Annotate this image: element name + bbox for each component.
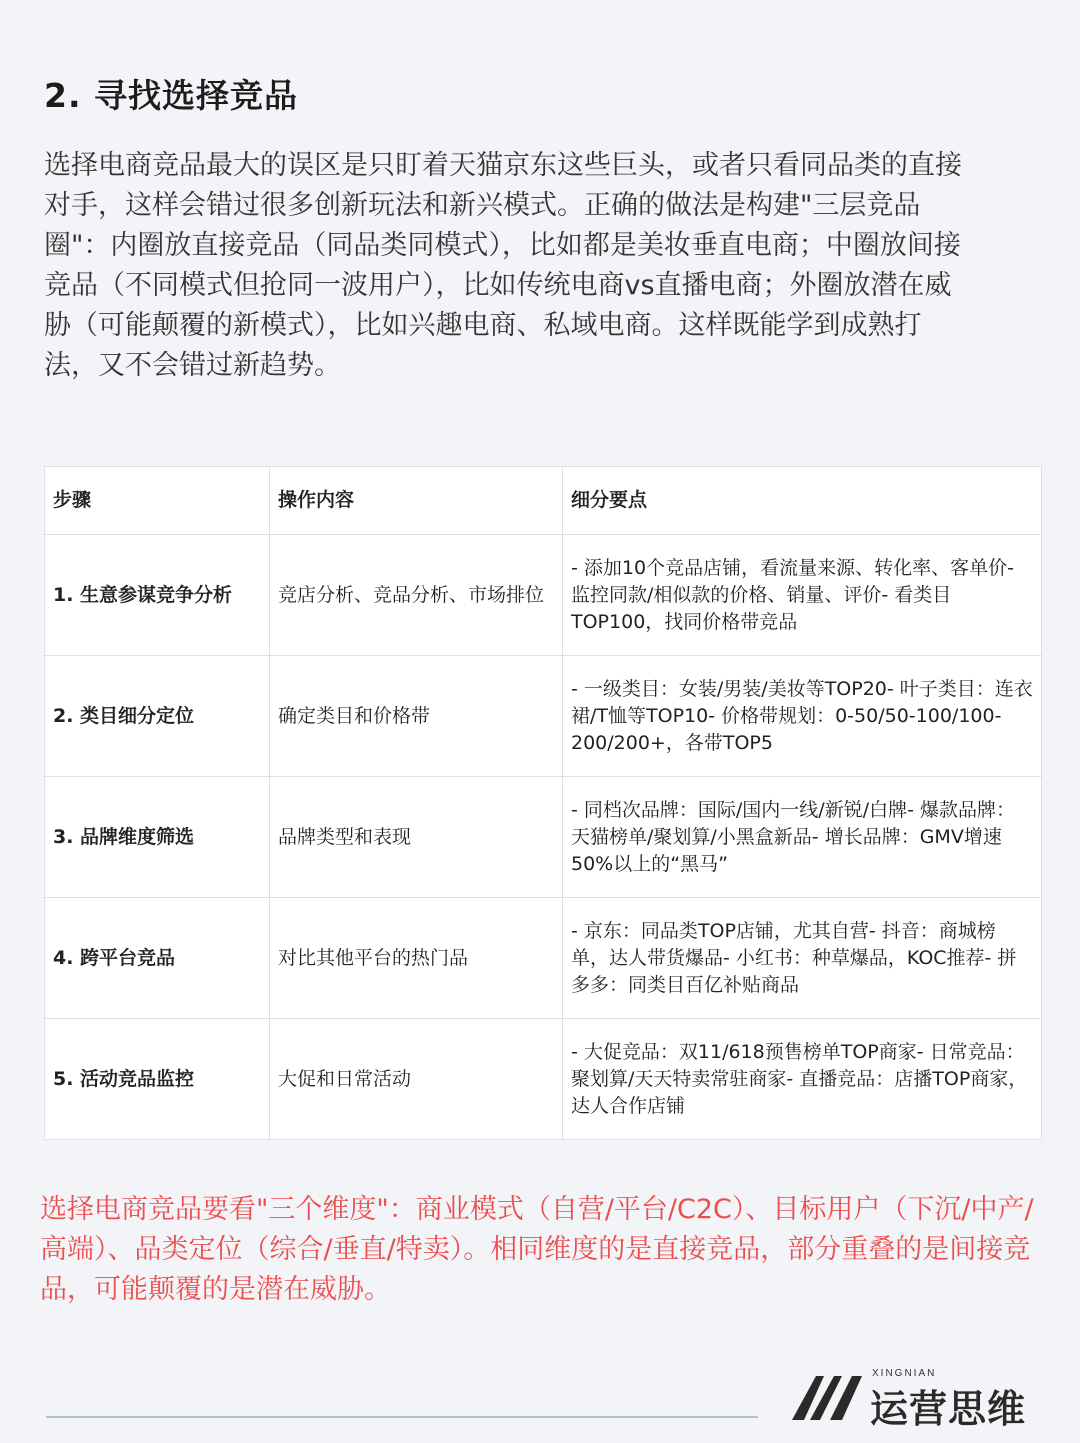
steps-table-container xyxy=(44,466,1041,1140)
table-row xyxy=(45,898,1042,1019)
logo-text: 运营思维 xyxy=(870,1387,1027,1431)
row-points: - 京东：同品类TOP店铺，尤其自营- 抖音：商城榜单，达人带货爆品- 小红书：种草爆品，KOC推荐- 拼多多：同类目百亿补贴商品 xyxy=(563,898,1042,1019)
row-content: 品牌类型和表现 xyxy=(270,777,563,898)
table-row xyxy=(45,535,1042,656)
header-step: 步骤 xyxy=(45,467,270,535)
row-points: - 一级类目：女装/男装/美妆等TOP20- 叶子类目：连衣裙/T恤等TOP10- 价格带规划：0-50/50-100/100-200/200+，各带TOP5 xyxy=(563,656,1042,777)
row-step: 1. 生意参谋竞争分析 xyxy=(45,535,270,656)
mn-logo-mark-icon xyxy=(790,1372,866,1422)
row-content: 确定类目和价格带 xyxy=(270,656,563,777)
row-step: 3. 品牌维度筛选 xyxy=(45,777,270,898)
row-content: 大促和日常活动 xyxy=(270,1019,563,1140)
summary-note: 选择电商竞品要看"三个维度"：商业模式（自营/平台/C2C）、目标用户（下沉/中产/高端）、品类定位（综合/垂直/特卖）。相同维度的是直接竞品，部分重叠的是间接竞品，可能颠覆的是潜在威胁。 xyxy=(40,1194,1034,1305)
logo-subtitle: XINGNIAN xyxy=(872,1368,937,1379)
intro-paragraph: 选择电商竞品最大的误区是只盯着天猫京东这些巨头，或者只看同品类的直接对手，这样会错过很多创新玩法和新兴模式。正确的做法是构建"三层竞品圈"：内圈放直接竞品（同品类同模式），比如都是美妆垂直电商；中圈放间接竞品（不同模式但抢同一波用户），比如传统电商vs直播电商；外圈放潜在威胁（可能颠覆的新模式），比如兴趣电商、私域电商。这样既能学到成熟打法，又不会错过新趋势。 xyxy=(44,150,962,381)
page-title: 2. 寻找选择竞品 xyxy=(44,76,298,115)
row-points: - 大促竞品：双11/618预售榜单TOP商家- 日常竞品：聚划算/天天特卖常驻商家- 直播竞品：店播TOP商家，达人合作店铺 xyxy=(563,1019,1042,1140)
table-row xyxy=(45,1019,1042,1140)
table-header-row xyxy=(45,467,1042,535)
row-content: 竞店分析、竞品分析、市场排位 xyxy=(270,535,563,656)
row-content: 对比其他平台的热门品 xyxy=(270,898,563,1019)
table-row xyxy=(45,777,1042,898)
header-content: 操作内容 xyxy=(270,467,563,535)
row-step: 2. 类目细分定位 xyxy=(45,656,270,777)
row-step: 4. 跨平台竞品 xyxy=(45,898,270,1019)
footer-divider xyxy=(46,1416,758,1418)
row-points: - 同档次品牌：国际/国内一线/新锐/白牌- 爆款品牌：天猫榜单/聚划算/小黑盒新品- 增长品牌：GMV增速50%以上的“黑马” xyxy=(563,777,1042,898)
steps-table xyxy=(44,466,1042,1140)
row-points: - 添加10个竞品店铺，看流量来源、转化率、客单价- 监控同款/相似款的价格、销量、评价- 看类目TOP100，找同价格带竞品 xyxy=(563,535,1042,656)
header-points: 细分要点 xyxy=(563,467,1042,535)
brand-logo xyxy=(790,1368,1060,1431)
table-row xyxy=(45,656,1042,777)
row-step: 5. 活动竞品监控 xyxy=(45,1019,270,1140)
